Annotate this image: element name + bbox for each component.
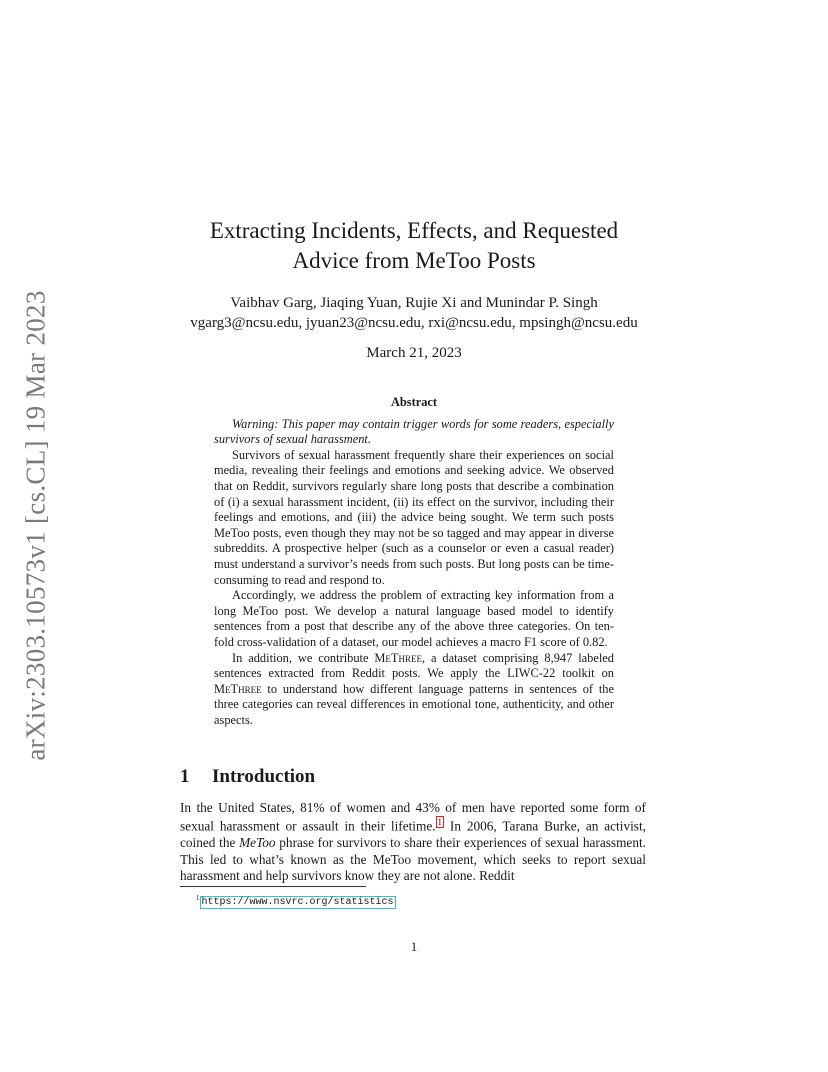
title-line-2: Advice from MeToo Posts bbox=[292, 248, 536, 273]
section-number: 1 bbox=[180, 766, 190, 787]
footnote-mark: 1 bbox=[196, 894, 200, 902]
abstract-paragraph-2: Accordingly, we address the problem of extracting key information from a long MeToo post. We develop a natural language based model to identify sentences from a post that describe any of the above three categories. On ten-fold cross-validation of a dataset, our model achieves a macro F1 score of 0.82. bbox=[214, 588, 614, 649]
abstract-heading: Abstract bbox=[390, 395, 438, 409]
paper-title bbox=[150, 216, 678, 276]
intro-text-middle: In 2006, Tarana Burke, an activist, coined the bbox=[180, 818, 646, 851]
abstract-p3-middle: , a dataset comprising 8,947 labeled sentences extracted from Reddit posts. We apply the LIWC-22 toolkit on bbox=[214, 650, 614, 681]
intro-text-rest: phrase for survivors to share their experiences of sexual harassment. This led to what’s known as the MeToo movement, which seeks to report sexual harassment and help survivors know they are not alone. Reddit bbox=[180, 835, 646, 884]
section-title: Introduction bbox=[212, 766, 316, 787]
intro-paragraph bbox=[180, 800, 646, 884]
footnote bbox=[196, 892, 396, 909]
arxiv-identifier-text: arXiv:2303.10573v1 [cs.CL] 19 Mar 2023 bbox=[20, 289, 51, 761]
page-number: 1 bbox=[410, 939, 418, 954]
author-names: Vaibhav Garg, Jiaqing Yuan, Rujie Xi and Munindar P. Singh bbox=[230, 295, 598, 311]
trigger-warning: Warning: This paper may contain trigger words for some readers, especially survivors of sexual harassment. bbox=[214, 416, 614, 447]
author-emails: vgarg3@ncsu.edu, jyuan23@ncsu.edu, rxi@ncsu.edu, mpsingh@ncsu.edu bbox=[190, 315, 638, 331]
introduction-body bbox=[180, 800, 646, 884]
section-heading-introduction bbox=[180, 766, 315, 788]
footnote-reference-link[interactable]: 1 bbox=[437, 817, 443, 828]
abstract-section bbox=[214, 395, 614, 728]
abstract-p3-end: to understand how different language patterns in sentences of the three categories can reveal differences in emotional tone, authenticity, and other aspects. bbox=[214, 681, 614, 727]
arxiv-identifier-stamp bbox=[14, 285, 58, 765]
dataset-name: MeThree bbox=[374, 650, 422, 665]
abstract-paragraph-1: Survivors of sexual harassment frequently share their experiences on social media, revealing their feelings and emotions and seeking advice. We observed that on Reddit, survivors regularly share long posts that describe a combination of (i) a sexual harassment incident, (ii) its effect on the survivor, including their feelings and emotions, and (iii) the advice being sought. We term such posts MeToo posts, even though they may not be so tagged and may appear in diverse subreddits. A prospective helper (such as a counselor or even a casual reader) must understand a survivor’s needs from such posts. But long posts can be time-consuming to read and respond to. bbox=[214, 447, 614, 587]
footnote-divider bbox=[180, 886, 366, 887]
abstract-paragraph-3 bbox=[214, 651, 614, 729]
metoo-term: MeToo bbox=[239, 835, 276, 851]
footnote-url-link[interactable]: https://www.nsvrc.org/statistics bbox=[201, 897, 394, 909]
intro-text-start: In the United States, 81% of women and 43% of men have reported some form of sexual harassment or assault in their lifetime. bbox=[180, 800, 646, 834]
title-line-1: Extracting Incidents, Effects, and Requested bbox=[209, 218, 619, 243]
dataset-name: MeThree bbox=[214, 681, 262, 696]
paper-date: March 21, 2023 bbox=[366, 345, 462, 361]
author-block bbox=[150, 293, 678, 333]
abstract-p3-start: In addition, we contribute bbox=[232, 650, 375, 665]
